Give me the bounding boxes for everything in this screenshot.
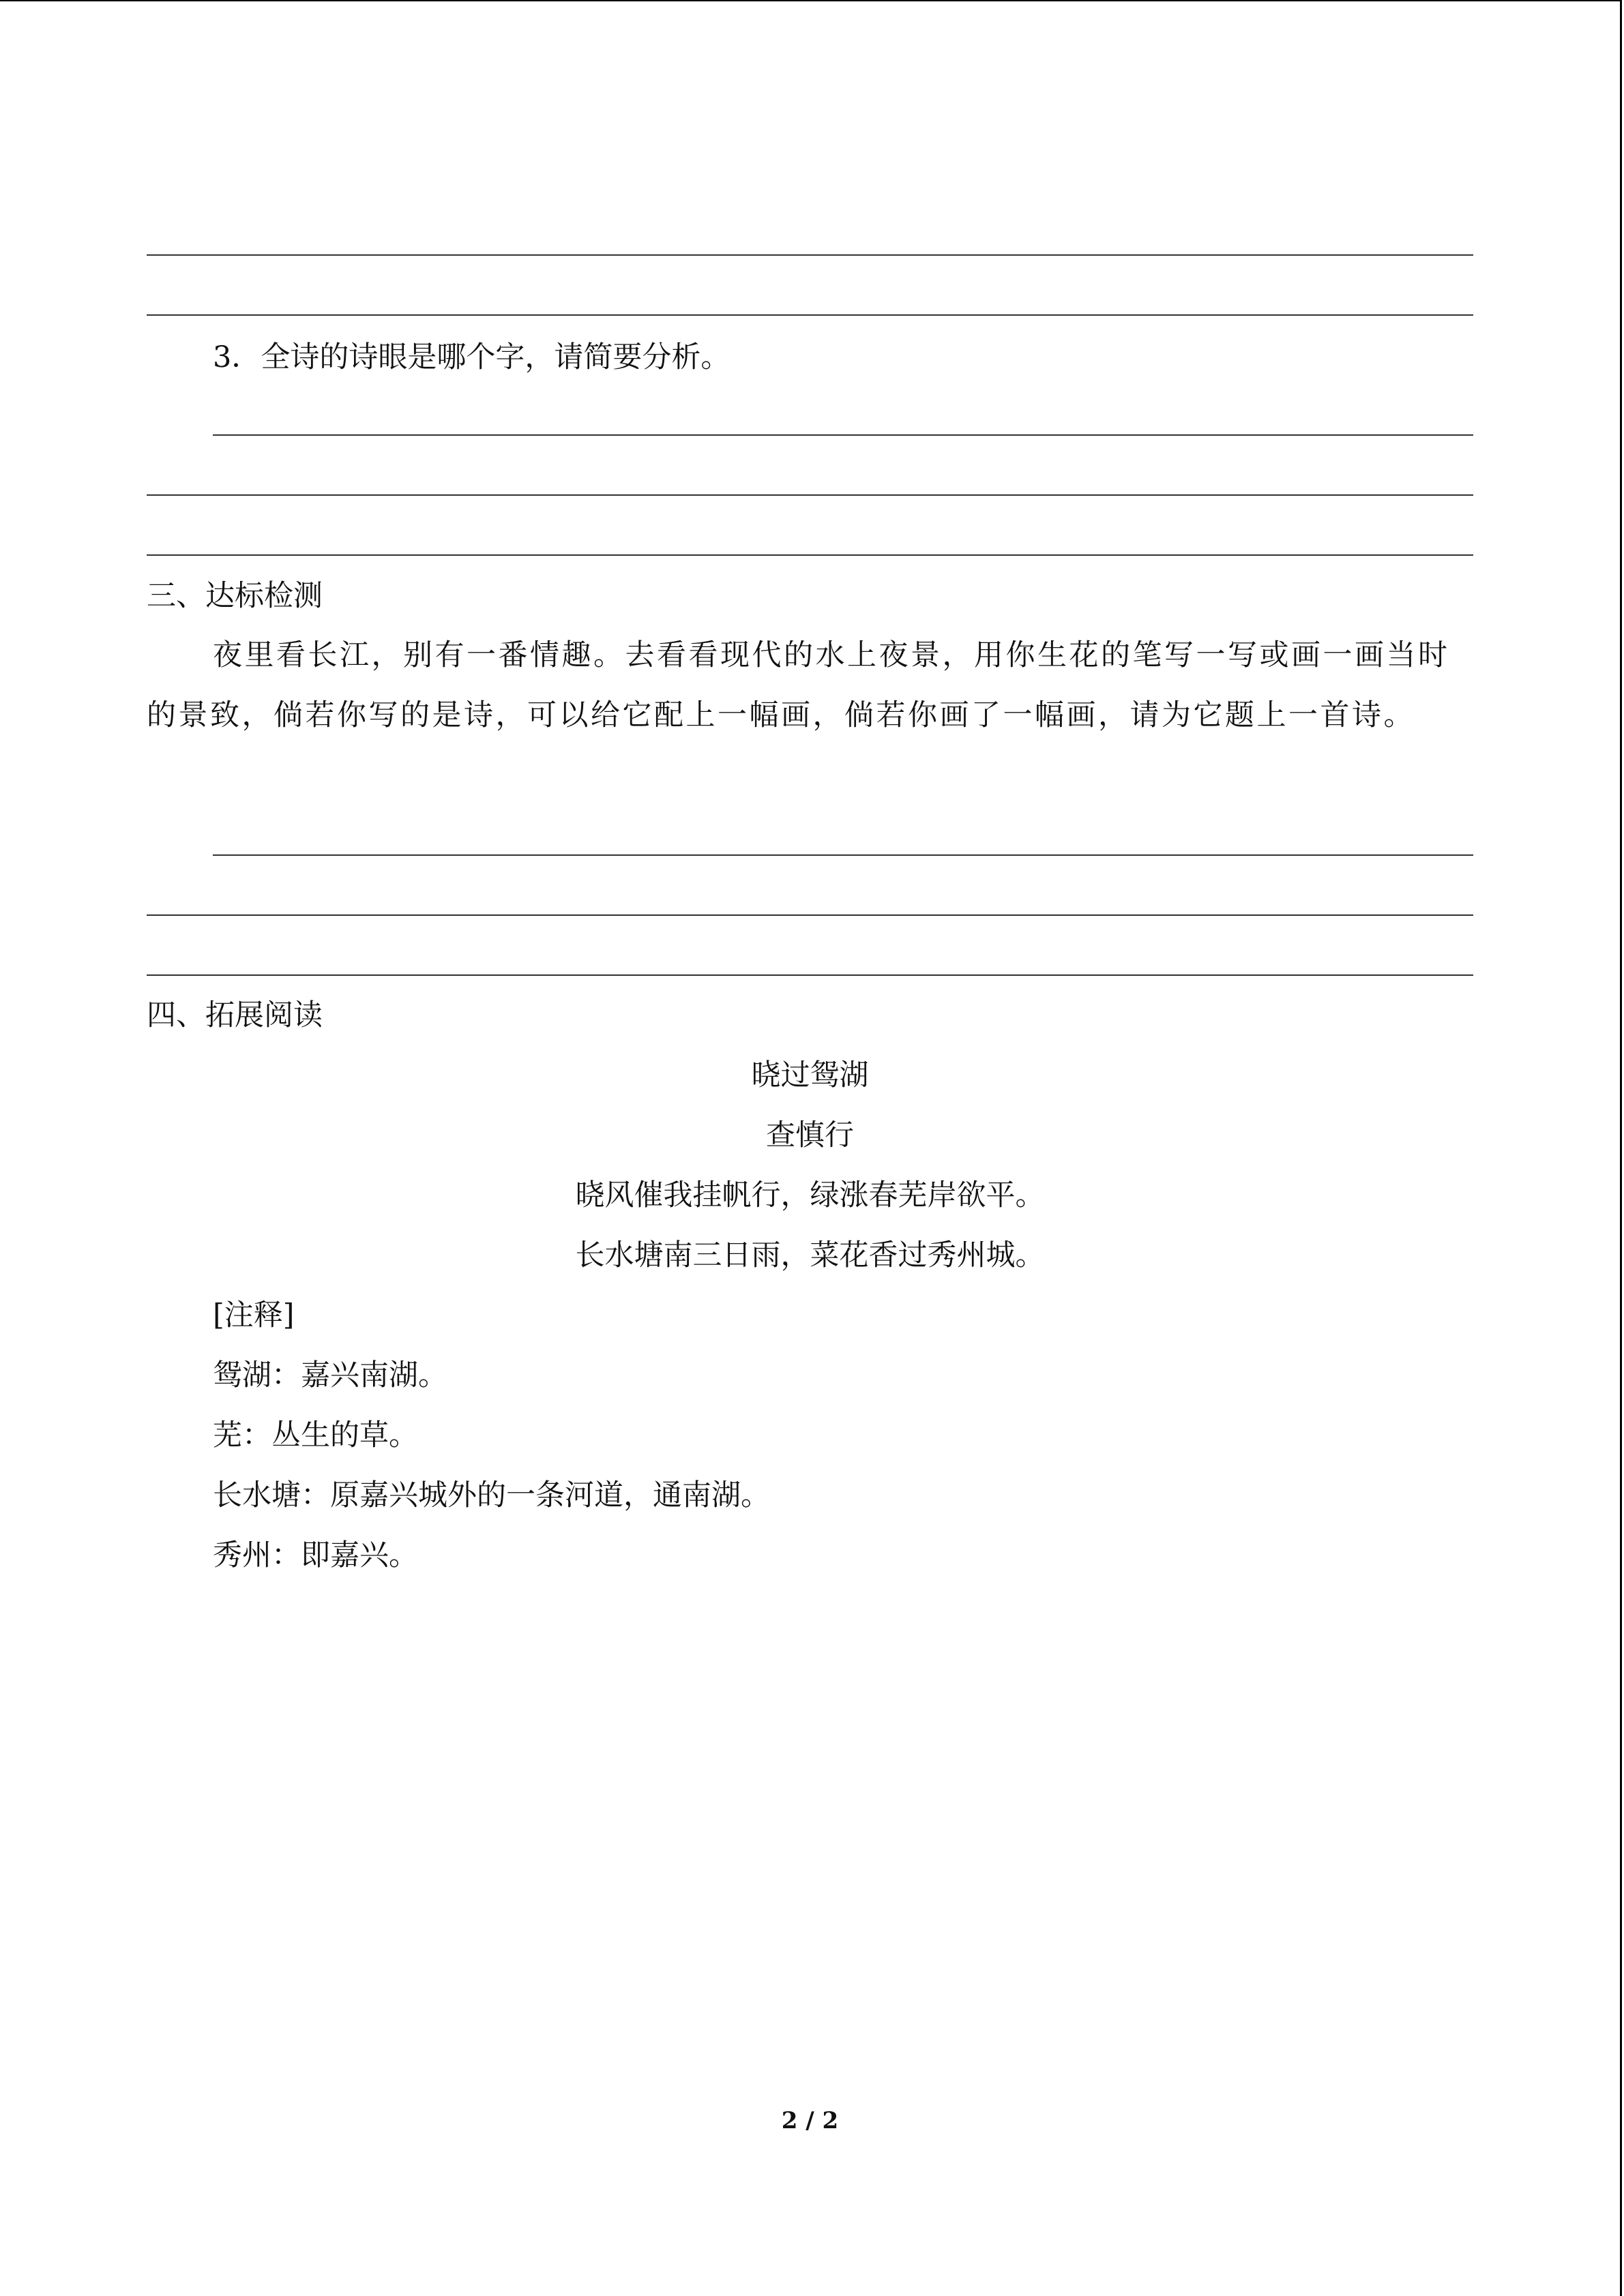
question-3-number: 3 [213, 340, 232, 374]
answer-line [147, 254, 1473, 256]
answer-line [147, 314, 1473, 316]
poem-title: 晓过鸳湖 [751, 1058, 869, 1092]
section-3-paragraph: 夜里看长江，别有一番情趣。去看看现代的水上夜景，用你生花的笔写一写或画一画当时的景致，倘若你写的是诗，可以给它配上一幅画，倘若你画了一幅画，请为它题上一首诗。 [147, 638, 1450, 732]
section-3-heading: 三、达标检测 [147, 579, 323, 613]
page-number: 2 / 2 [781, 2107, 839, 2134]
answer-line [147, 914, 1473, 916]
section-4-heading: 四、拓展阅读 [147, 998, 323, 1032]
answer-line [213, 854, 1473, 856]
question-3-text: ．全诗的诗眼是哪个字，请简要分析。 [231, 340, 730, 374]
poem-author: 查慎行 [766, 1118, 854, 1152]
answer-line [147, 494, 1473, 496]
question-3 [213, 337, 730, 378]
poem-line: 晓风催我挂帆行，绿涨春芜岸欲平。 [575, 1178, 1045, 1212]
poem-line: 长水塘南三日雨，菜花香过秀州城。 [575, 1238, 1045, 1272]
note-item: 鸳湖：嘉兴南湖。 [213, 1358, 447, 1392]
note-item: 芜：丛生的草。 [213, 1418, 418, 1452]
answer-line [213, 434, 1473, 436]
note-item: 长水塘：原嘉兴城外的一条河道，通南湖。 [213, 1478, 770, 1512]
notes-label: [注释] [213, 1298, 295, 1332]
note-item: 秀州：即嘉兴。 [213, 1538, 418, 1572]
answer-line [147, 974, 1473, 976]
answer-line [147, 554, 1473, 556]
